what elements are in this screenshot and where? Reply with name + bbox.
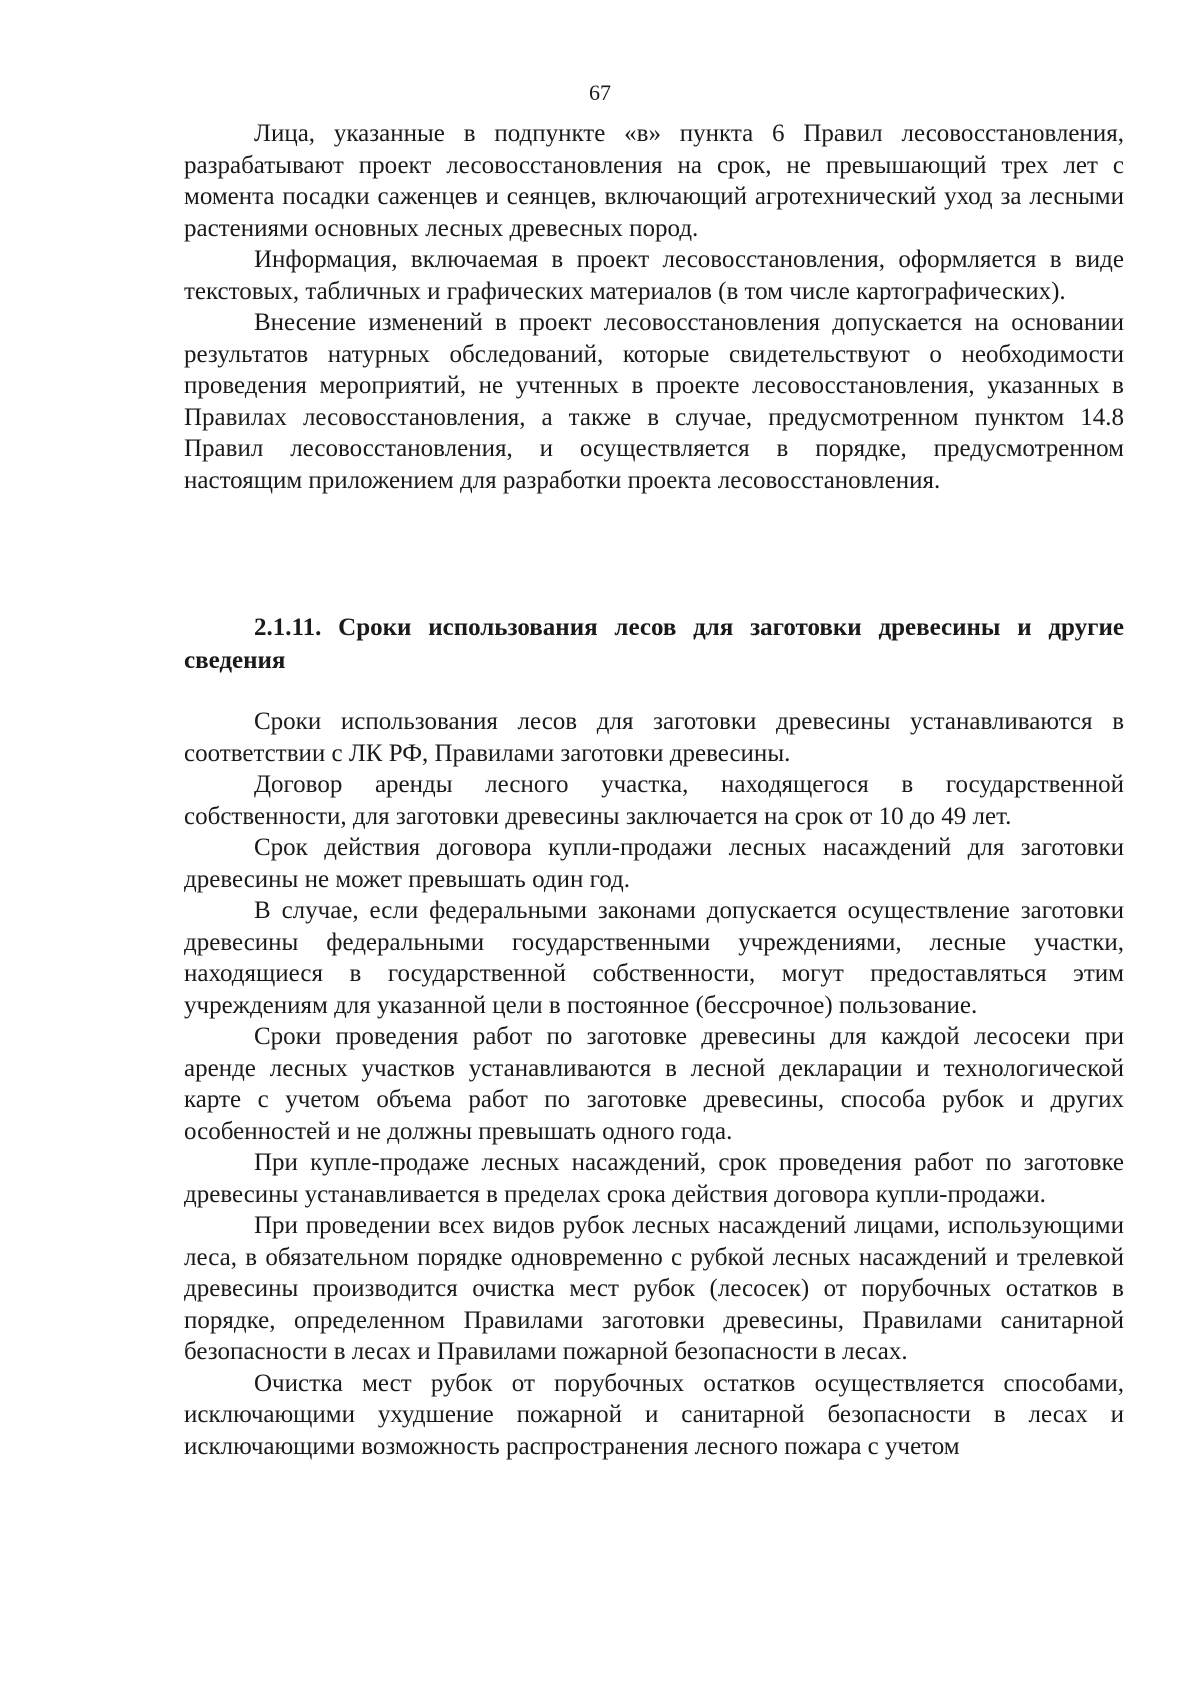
paragraph: Очистка мест рубок от порубочных остатков осуществляется способами, исключающими ухудшение пожарной и санитарной безопасности в лесах и исключающими возможность распространения лесного пожара с учетом: [184, 1369, 1124, 1460]
section-heading: 2.1.11. Сроки использования лесов для заготовки древесины и другие сведения: [184, 614, 1124, 674]
paragraph: Сроки использования лесов для заготовки древесины устанавливаются в соответствии с ЛК РФ, Правилами заготовки древесины.: [184, 708, 1124, 767]
text-block-after-heading: [184, 706, 1124, 1462]
paragraph: При купле-продаже лесных насаждений, срок проведения работ по заготовке древесины устанавливается в пределах срока действия договора купли-продажи.: [184, 1149, 1124, 1208]
paragraph: Лица, указанные в подпункте «в» пункта 6 Правил лесовосстановления, разрабатывают проект лесовосстановления на срок, не превышающий трех лет с момента посадки саженцев и сеянцев, включающий агротехнический уход за лесными растениями основных лесных древесных пород.: [184, 120, 1124, 242]
paragraph: При проведении всех видов рубок лесных насаждений лицами, использующими леса, в обязательном порядке одновременно с рубкой лесных насаждений и трелевкой древесины производится очистка мест рубок (лесосек) от порубочных остатков в порядке, определенном Правилами заготовки древесины, Правилами санитарной безопасности в лесах и Правилами пожарной безопасности в лесах.: [184, 1212, 1124, 1365]
paragraph: Сроки проведения работ по заготовке древесины для каждой лесосеки при аренде лесных участков устанавливаются в лесной декларации и технологической карте с учетом объема работ по заготовке древесины, способа рубок и других особенностей и не должны превышать одного года.: [184, 1023, 1124, 1145]
paragraph: Внесение изменений в проект лесовосстановления допускается на основании результатов натурных обследований, которые свидетельствуют о необходимости проведения мероприятий, не учтенных в проекте лесовосстановления, указанных в Правилах лесовосстановления, а также в случае, предусмотренном пунктом 14.8 Правил лесовосстановления, и осуществляется в порядке, предусмотренном настоящим приложением для разработки проекта лесовосстановления.: [184, 309, 1124, 494]
page-number: 67: [589, 80, 611, 105]
paragraph: Срок действия договора купли-продажи лесных насаждений для заготовки древесины не может превышать один год.: [184, 834, 1124, 893]
text-block-before-heading: [184, 118, 1124, 496]
paragraph: В случае, если федеральными законами допускается осуществление заготовки древесины федеральными государственными учреждениями, лесные участки, находящиеся в государственной собственности, могут предоставляться этим учреждениям для указанной цели в постоянное (бессрочное) пользование.: [184, 897, 1124, 1019]
paragraph: Информация, включаемая в проект лесовосстановления, оформляется в виде текстовых, табличных и графических материалов (в том числе картографических).: [184, 246, 1124, 305]
paragraph: Договор аренды лесного участка, находящегося в государственной собственности, для заготовки древесины заключается на срок от 10 до 49 лет.: [184, 771, 1124, 830]
